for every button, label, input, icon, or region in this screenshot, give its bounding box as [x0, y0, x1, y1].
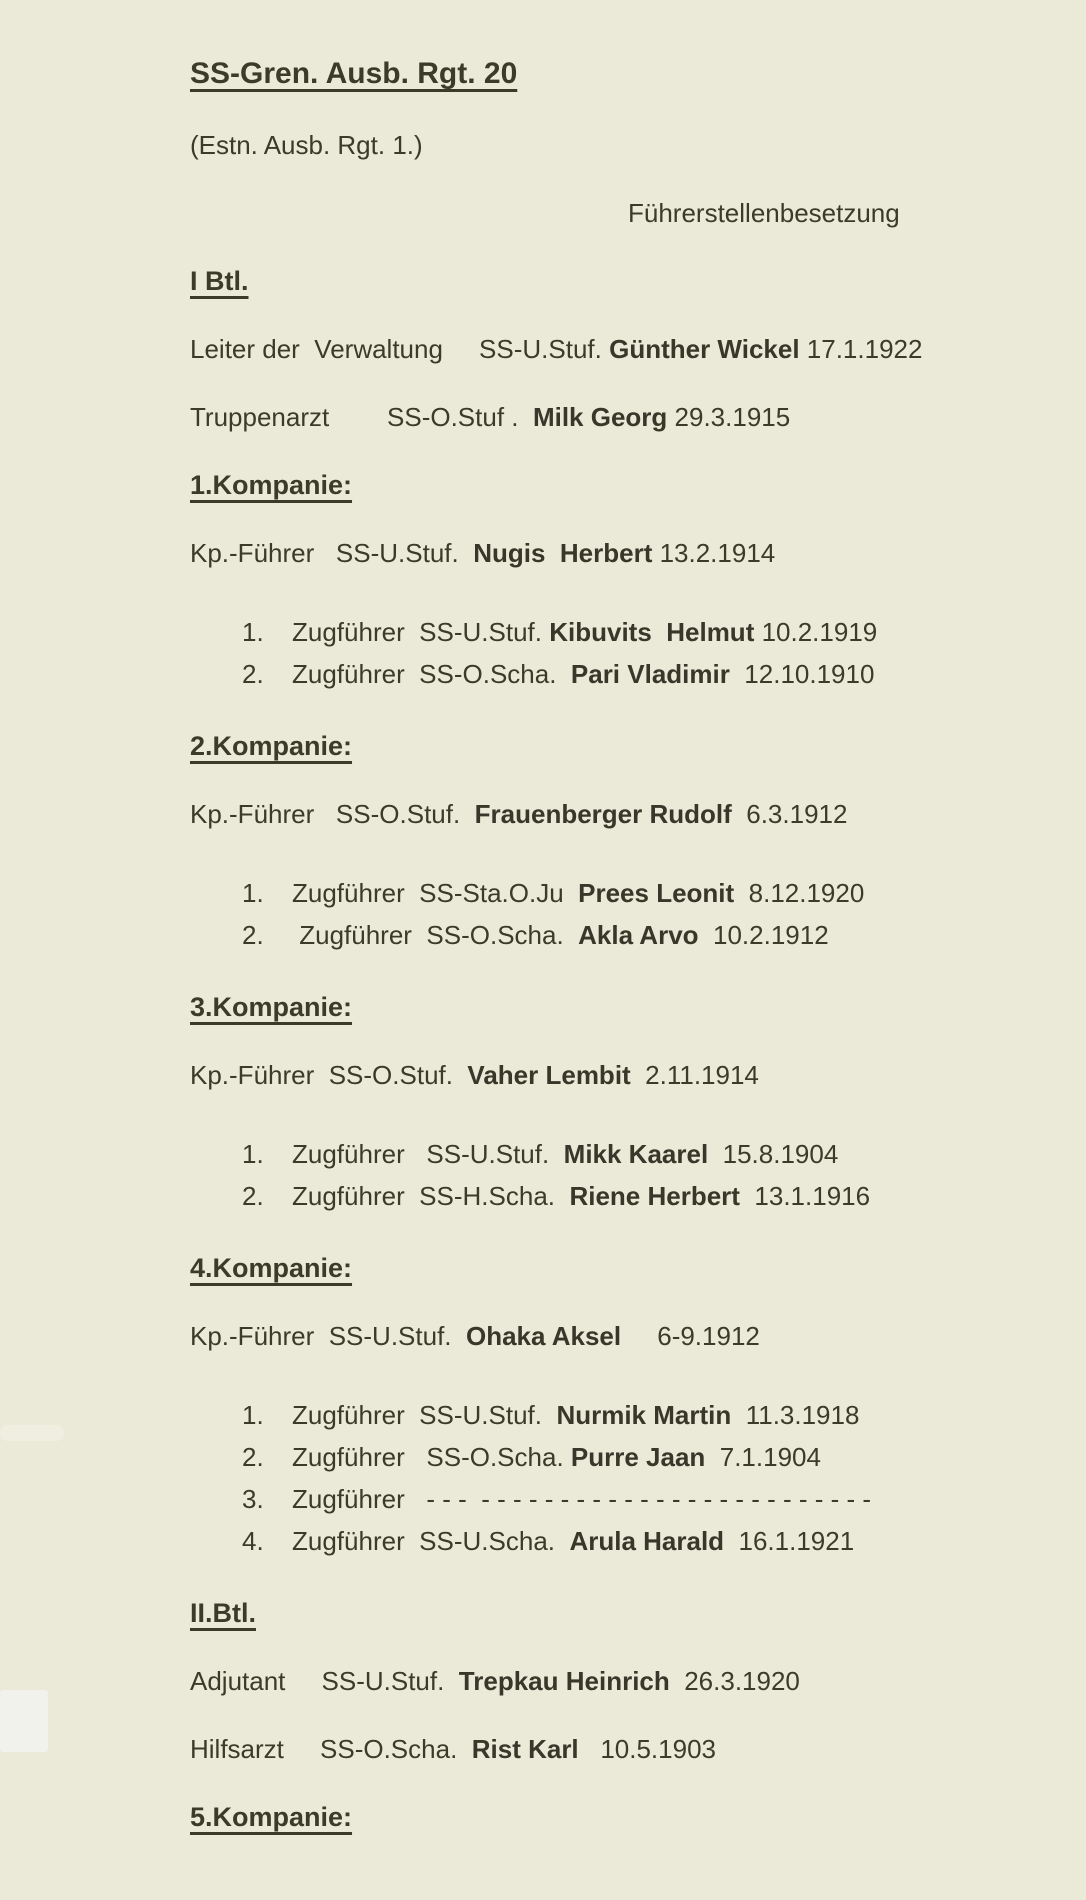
staff-row-hilfsarzt — [190, 1732, 1050, 1766]
row-prefix: Kp.-Führer SS-O.Stuf. — [190, 799, 475, 829]
row-text: Zugführer SS-O.Scha. Pari Vladimir 12.10.1910 — [292, 659, 875, 689]
page-heading: Führerstellenbesetzung — [628, 198, 900, 228]
scan-artifact — [0, 1690, 48, 1752]
row-prefix: Kp.-Führer SS-U.Stuf. — [190, 538, 474, 568]
birth-date: 29.3.1915 — [667, 402, 791, 432]
birth-date: 7.1.1904 — [705, 1442, 821, 1472]
row-prefix: Truppenarzt SS-O.Stuf . — [190, 402, 533, 432]
platoon-row — [242, 653, 1050, 695]
company-4-heading: 4.Kompanie: — [190, 1253, 353, 1283]
company-5-heading: 5.Kompanie: — [190, 1802, 353, 1832]
list-number: 3. — [242, 1484, 264, 1514]
birth-date: 6.3.1912 — [731, 799, 848, 829]
person-name: Milk Georg — [532, 402, 668, 432]
person-name: Kibuvits Helmut — [549, 617, 755, 647]
person-name: Mikk Kaarel — [563, 1139, 709, 1169]
birth-date: 13.1.1916 — [739, 1181, 871, 1211]
birth-date: 11.3.1918 — [731, 1400, 860, 1430]
document-title: SS-Gren. Ausb. Rgt. 20 — [190, 57, 518, 90]
row-text: Zugführer - - - - - - - - - - - - - - - - - - - - - - - - - - - - — [292, 1484, 872, 1514]
birth-date: 10.2.1919 — [754, 617, 878, 647]
list-number: 1. — [242, 617, 264, 647]
person-name: Arula Harald — [569, 1526, 725, 1556]
person-name: Rist Karl — [471, 1734, 579, 1764]
platoon-row — [242, 1436, 1050, 1478]
birth-date: 2.11.1914 — [630, 1060, 759, 1090]
birth-date: 16.1.1921 — [724, 1526, 855, 1556]
company-2-heading: 2.Kompanie: — [190, 731, 353, 761]
row-text: Zugführer SS-O.Scha. Akla Arvo 10.2.1912 — [292, 920, 829, 950]
scan-artifact — [0, 1425, 64, 1441]
platoon-list — [242, 1133, 1050, 1217]
birth-date: 26.3.1920 — [669, 1666, 800, 1696]
staff-row-truppenarzt — [190, 400, 1050, 434]
birth-date: 15.8.1904 — [708, 1139, 839, 1169]
row-prefix: Adjutant SS-U.Stuf. — [190, 1666, 459, 1696]
platoon-row — [242, 1175, 1050, 1217]
birth-date: 13.2.1914 — [652, 538, 776, 568]
company-leader-row — [190, 797, 1050, 831]
battalion-1-heading: I Btl. — [190, 266, 249, 296]
list-number: 1. — [242, 1400, 264, 1430]
platoon-row — [242, 611, 1050, 653]
row-prefix: Leiter der Verwaltung SS-U.Stuf. — [190, 334, 610, 364]
list-number: 2. — [242, 659, 264, 689]
row-text: Zugführer SS-U.Stuf. Kibuvits Helmut 10.2.1919 — [292, 617, 878, 647]
person-name: Riene Herbert — [569, 1181, 740, 1211]
person-name: Günther Wickel — [609, 334, 800, 364]
battalion-2-heading: II.Btl. — [190, 1598, 256, 1628]
person-name: Nugis Herbert — [473, 538, 653, 568]
list-number: 1. — [242, 878, 264, 908]
company-leader-row — [190, 1319, 1050, 1353]
birth-date: 12.10.1910 — [729, 659, 875, 689]
platoon-row-vacant — [242, 1478, 1050, 1520]
company-leader-row — [190, 1058, 1050, 1092]
platoon-row — [242, 1394, 1050, 1436]
person-name: Akla Arvo — [578, 920, 699, 950]
person-name: Vaher Lembit — [467, 1060, 631, 1090]
platoon-list — [242, 611, 1050, 695]
row-prefix: Kp.-Führer SS-U.Stuf. — [190, 1321, 466, 1351]
row-text: Zugführer SS-U.Stuf. Nurmik Martin 11.3.1918 — [292, 1400, 860, 1430]
list-number: 2. — [242, 920, 264, 950]
row-text: Zugführer SS-O.Scha. Purre Jaan 7.1.1904 — [292, 1442, 821, 1472]
person-name: Pari Vladimir — [570, 659, 730, 689]
company-1-heading: 1.Kompanie: — [190, 470, 353, 500]
document-body — [190, 54, 1050, 1834]
list-number: 2. — [242, 1442, 264, 1472]
platoon-row — [242, 1133, 1050, 1175]
row-prefix: Kp.-Führer SS-O.Stuf. — [190, 1060, 468, 1090]
birth-date: 6-9.1912 — [621, 1321, 760, 1351]
staff-row-verwaltung — [190, 332, 1050, 366]
birth-date: 17.1.1922 — [799, 334, 923, 364]
person-name: Trepkau Heinrich — [458, 1666, 670, 1696]
birth-date: 8.12.1920 — [734, 878, 865, 908]
company-leader-row — [190, 536, 1050, 570]
person-name: Ohaka Aksel — [465, 1321, 622, 1351]
person-name: Nurmik Martin — [556, 1400, 732, 1430]
person-name: Prees Leonit — [578, 878, 735, 908]
platoon-row — [242, 1520, 1050, 1562]
person-name: Purre Jaan — [570, 1442, 706, 1472]
document-subtitle: (Estn. Ausb. Rgt. 1.) — [190, 130, 423, 160]
birth-date: 10.2.1912 — [698, 920, 829, 950]
list-number: 2. — [242, 1181, 264, 1211]
row-text: Zugführer SS-Sta.O.Ju Prees Leonit 8.12.1920 — [292, 878, 865, 908]
platoon-list — [242, 872, 1050, 956]
platoon-list — [242, 1394, 1050, 1562]
person-name: Frauenberger Rudolf — [474, 799, 732, 829]
list-number: 1. — [242, 1139, 264, 1169]
list-number: 4. — [242, 1526, 264, 1556]
platoon-row — [242, 914, 1050, 956]
staff-row-adjutant — [190, 1664, 1050, 1698]
row-text: Zugführer SS-U.Scha. Arula Harald 16.1.1921 — [292, 1526, 855, 1556]
company-3-heading: 3.Kompanie: — [190, 992, 353, 1022]
platoon-row — [242, 872, 1050, 914]
birth-date: 10.5.1903 — [578, 1734, 716, 1764]
row-text: Zugführer SS-U.Stuf. Mikk Kaarel 15.8.1904 — [292, 1139, 839, 1169]
row-prefix: Hilfsarzt SS-O.Scha. — [190, 1734, 472, 1764]
row-text: Zugführer SS-H.Scha. Riene Herbert 13.1.1916 — [292, 1181, 871, 1211]
